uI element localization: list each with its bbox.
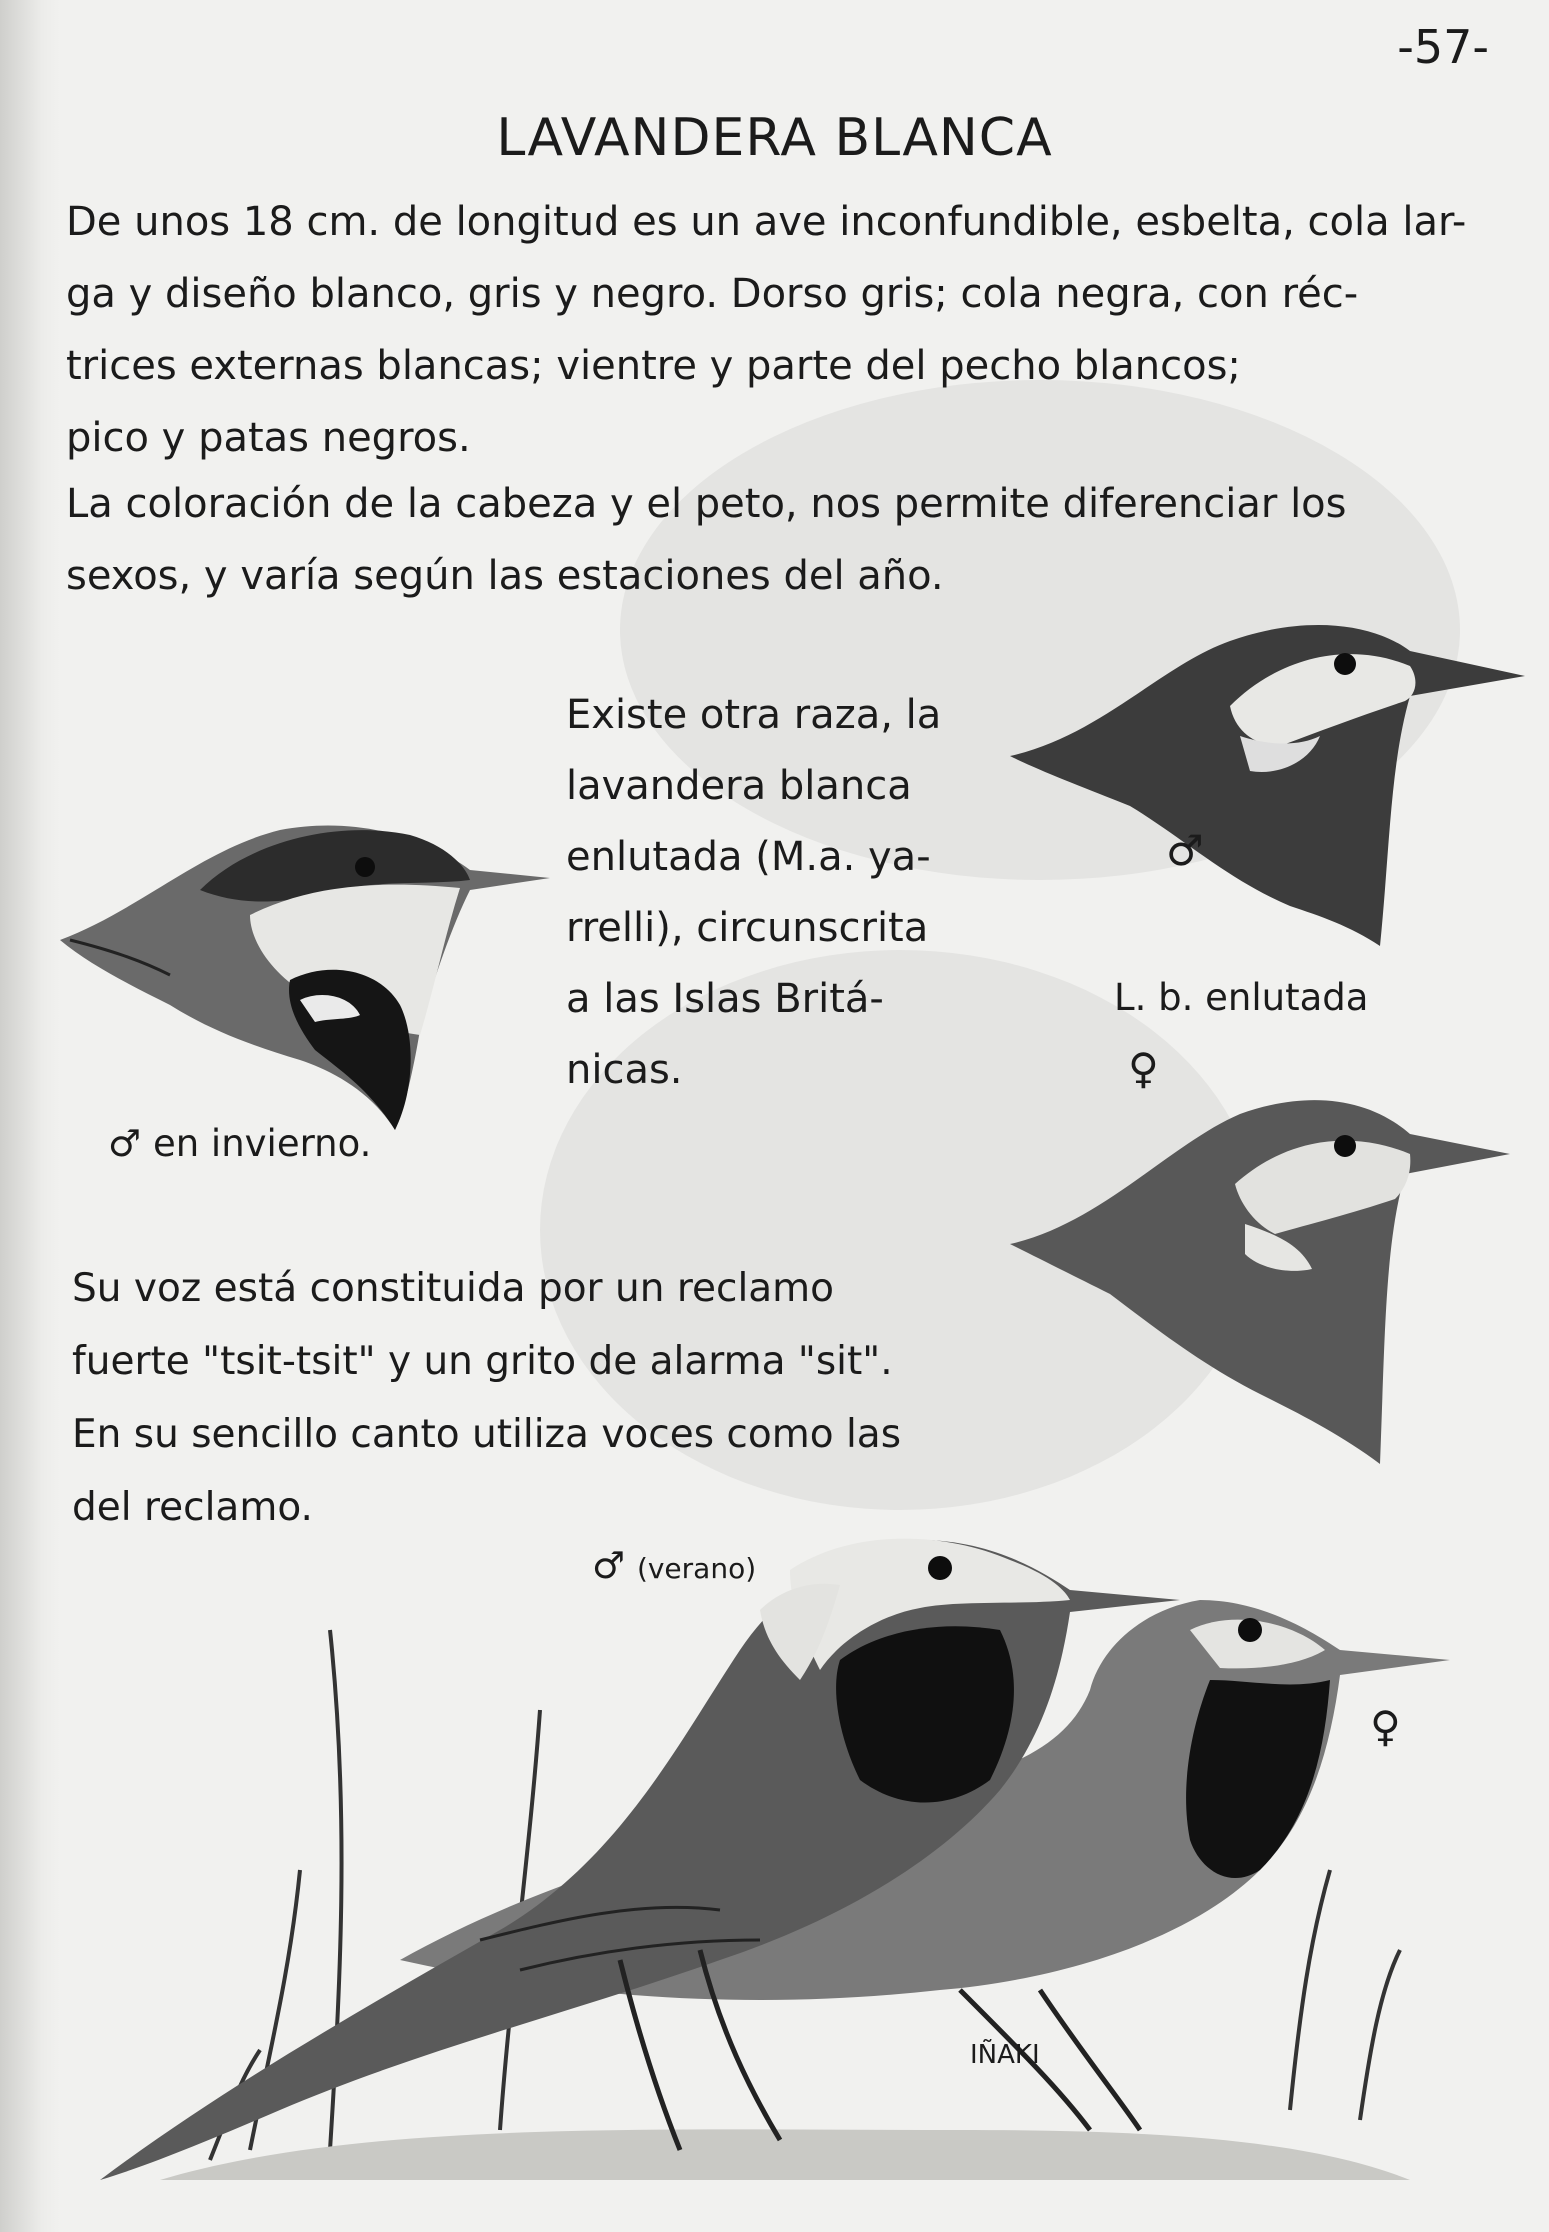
- text-line: nicas.: [566, 1047, 683, 1093]
- wagtail-summer-pair-illustration: [60, 1490, 1460, 2190]
- winter-male-label: [108, 1122, 371, 1165]
- wagtail-winter-male-head-illustration: [50, 790, 570, 1150]
- text-line: fuerte "tsit-tsit" y un grito de alarma "sit".: [72, 1339, 893, 1384]
- text-line: rrelli), circunscrita: [566, 905, 929, 951]
- artist-signature: IÑAKI: [970, 2040, 1040, 2070]
- text-line: enlutada (M.a. ya-: [566, 834, 931, 880]
- text-line: a las Islas Britá-: [566, 976, 884, 1022]
- text-line: lavandera blanca: [566, 763, 912, 809]
- summer-male-label-text: (verano): [636, 1552, 757, 1585]
- description-paragraph: [66, 186, 1466, 474]
- text-line: trices externas blancas; vientre y parte del pecho blancos;: [66, 343, 1241, 389]
- race-paragraph: [566, 680, 941, 1106]
- page-number: -57-: [1397, 20, 1489, 74]
- text-line: del reclamo.: [72, 1485, 313, 1530]
- male-symbol: ♂: [592, 1544, 626, 1587]
- wagtail-enlutada-male-head-illustration: [1000, 596, 1540, 986]
- text-line: Existe otra raza, la: [566, 692, 942, 738]
- summer-male-label: [592, 1544, 756, 1587]
- text-line: pico y patas negros.: [66, 415, 471, 461]
- text-line: sexos, y varía según las estaciones del año.: [66, 553, 944, 599]
- sex-difference-paragraph: [66, 468, 1347, 612]
- text-line: La coloración de la cabeza y el peto, nos permite diferenciar los: [66, 481, 1347, 527]
- male-symbol: ♂: [108, 1122, 142, 1165]
- wagtail-enlutada-female-head-illustration: [1000, 1074, 1520, 1474]
- text-line: De unos 18 cm. de longitud es un ave inconfundible, esbelta, cola lar-: [66, 199, 1467, 245]
- enlutada-male-symbol: ♂: [1166, 826, 1204, 875]
- summer-female-symbol: ♀: [1370, 1702, 1401, 1751]
- text-line: ga y diseño blanco, gris y negro. Dorso gris; cola negra, con réc-: [66, 271, 1359, 317]
- enlutada-female-symbol: ♀: [1128, 1044, 1159, 1093]
- text-line: En su sencillo canto utiliza voces como las: [72, 1412, 902, 1457]
- text-line: Su voz está constituida por un reclamo: [72, 1266, 835, 1311]
- enlutada-label: L. b. enlutada: [1114, 976, 1369, 1019]
- page-title: LAVANDERA BLANCA: [496, 108, 1053, 168]
- winter-male-label-text: en invierno.: [152, 1122, 372, 1165]
